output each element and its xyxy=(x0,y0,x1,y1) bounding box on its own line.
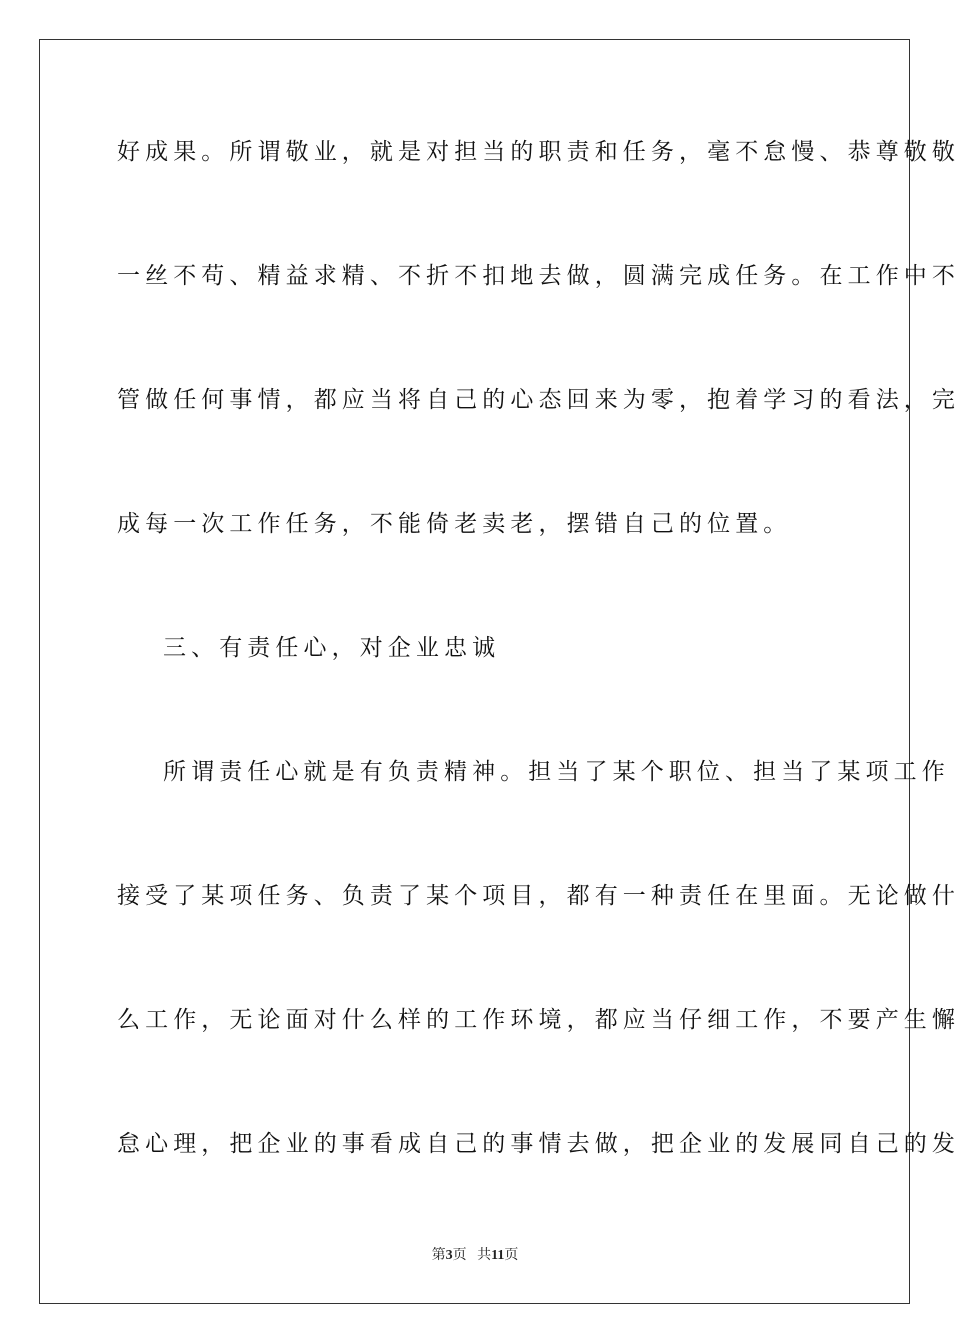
page-border xyxy=(39,39,960,1304)
page-number: 3 xyxy=(445,1248,453,1263)
section-heading: 三、有责任心，对企业忠诚 xyxy=(163,635,501,661)
body-text-line: 接受了某项任务、负责了某个项目，都有一种责任在里面。无论做什 xyxy=(117,883,960,909)
total-suffix: 页 xyxy=(504,1248,519,1263)
body-text-line: 么工作，无论面对什么样的工作环境，都应当仔细工作，不要产生懈 xyxy=(117,1007,960,1033)
body-text-line: 怠心理，把企业的事看成自己的事情去做，把企业的发展同自己的发 xyxy=(117,1131,960,1157)
page-suffix: 页 xyxy=(452,1248,467,1263)
body-text-line: 管做任何事情，都应当将自己的心态回来为零，抱着学习的看法，完 xyxy=(117,387,960,413)
body-text-line: 成每一次工作任务，不能倚老卖老，摆错自己的位置。 xyxy=(117,511,792,537)
body-text-line: 好成果。所谓敬业，就是对担当的职责和任务，毫不怠慢、恭尊敬敬 xyxy=(117,139,960,165)
total-prefix: 共 xyxy=(477,1248,492,1263)
total-pages: 11 xyxy=(491,1248,505,1263)
body-text-line: 所谓责任心就是有负责精神。担当了某个职位、担当了某项工作 xyxy=(163,759,950,785)
page-footer xyxy=(0,1247,950,1265)
body-text-line: 一丝不苟、精益求精、不折不扣地去做，圆满完成任务。在工作中不 xyxy=(117,263,960,289)
page-prefix: 第 xyxy=(431,1248,446,1263)
